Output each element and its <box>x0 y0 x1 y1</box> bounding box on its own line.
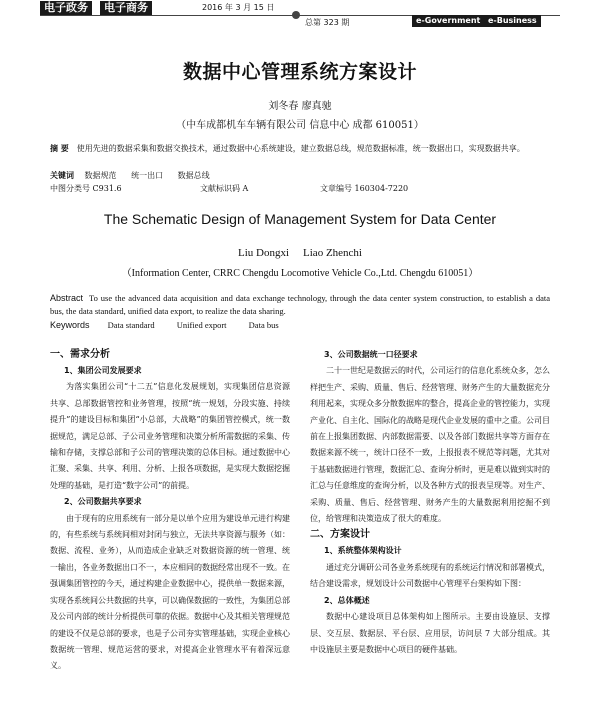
keywords-chinese-label: 关键词 <box>50 171 74 180</box>
header-date: 2016 年 3 月 15 日 <box>202 3 275 12</box>
keyword-chinese: 数据总线 <box>177 171 210 180</box>
body-paragraph: 数据中心建设项目总体架构如上图所示。主要由设施层、支撑层、交互层、数据层、平台层、应用层，访问层 7 大部分组成。其中设施层主要是数据中心项目的硬件基础。 <box>310 612 550 654</box>
document-code: 文献标识码 A <box>200 184 249 193</box>
title-english: The Schematic Design of Management System for Data Center <box>103 211 497 227</box>
journal-header <box>0 0 600 26</box>
author-english: Liao Zhenchi <box>303 247 362 259</box>
header-issue: 总第 323 期 <box>305 18 350 27</box>
subsection-heading: 2、公司数据共享要求 <box>64 497 142 507</box>
abstract-english <box>50 292 550 318</box>
header-tag-ebiz-en: e-Business <box>484 15 541 27</box>
section-heading: 二、方案设计 <box>310 529 370 541</box>
abstract-chinese <box>50 142 550 155</box>
affiliation-chinese: （中车成都机车车辆有限公司 信息中心 成都 610051） <box>176 120 424 131</box>
keyword-chinese: 统一出口 <box>131 171 164 180</box>
author-english: Liu Dongxi <box>238 247 290 259</box>
body-paragraph: 二十一世纪是数据云的时代，公司运行的信息化系统众多，怎么样把生产、采购、质量、售后、经营管理、财务产生的大量数据充分利用起来，实现众多分散数据库的整合，提高企业的管控能力，实现产业化、自主化、国际化的战略是现代企业发展的重中之重。公司目前在上报集团数据、内部数据需要、以及各部门数据共享等方面存在数据来源不统一，统计口径不一致，上报报表不规范等问题，尤其对于基础数据进行管理，数据汇总、查询分析时，更是难以做到实时的汇总与任意维度的查询分析，以及各种方式的报表呈现等。对生产、采购、质量、售后、经营管理、财务产生的大量数据利用挖掘不到位，给管理和决策造成了很大的难度。 <box>310 366 550 524</box>
abstract-english-label: Abstract <box>50 293 84 303</box>
subsection-heading: 1、系统整体架构设计 <box>324 546 402 556</box>
header-tag-egov-en: e-Government <box>412 15 484 27</box>
section-heading: 一、需求分析 <box>50 349 110 360</box>
abstract-chinese-label: 摘 要 <box>50 144 69 153</box>
header-tag-ebiz-cn: 电子商务 <box>100 1 152 15</box>
body-column-right <box>310 347 550 658</box>
subsection-heading: 1、集团公司发展要求 <box>64 366 142 375</box>
subsection-heading: 2、总体概述 <box>324 595 370 605</box>
subsection-heading: 3、公司数据统一口径要求 <box>324 350 418 359</box>
keywords-english <box>50 320 299 330</box>
keywords-chinese <box>50 170 222 181</box>
keywords-english-label: Keywords <box>50 320 90 330</box>
keyword-english: Unified export <box>176 320 227 330</box>
keyword-chinese: 数据规范 <box>84 171 117 180</box>
authors-english <box>0 247 600 259</box>
header-dot-icon <box>292 11 300 19</box>
keyword-english: Data bus <box>248 320 279 330</box>
affiliation-english: （Information Center, CRRC Chengdu Locomotive Vehicle Co.,Ltd. Chengdu 610051） <box>121 268 479 279</box>
body-column-left <box>50 347 290 675</box>
clc-number: 中图分类号 C931.6 <box>50 184 122 193</box>
abstract-chinese-text: 使用先进的数据采集和数据交换技术，通过数据中心系统建设，建立数据总线，规范数据标准，统一数据出口，实现数据共享。 <box>76 144 525 153</box>
body-paragraph: 为落实集团公司“十二五”信息化发展规划，实现集团信息资源共享、总部数据管控和业务管理，按照“统一规划，分段实施、持续提升”的建设目标和集团“小总部，大战略”的集团管控模式，统一数据规范，满足总部、子公司业务管理和决策分析所需数据的采集、传输和存储，支撑总部和子公司的管理决策的总体目标。通过数据中心汇聚、采集、共享、利用、分析、上报各项数据，是实现大数据挖掘处理的基础，是打造“数字公司”的前提。 <box>50 382 290 490</box>
authors-chinese: 刘冬春 廖真驰 <box>268 101 332 112</box>
keyword-english: Data standard <box>107 320 155 330</box>
abstract-english-text: To use the advanced data acquisition and data exchange technology, through the data center system construction, to establish a data bus, the data standard, unified data export, to realize the data sharing. <box>50 293 550 316</box>
title-chinese: 数据中心管理系统方案设计 <box>182 61 417 83</box>
header-tag-egov-cn: 电子政务 <box>40 1 92 15</box>
body-paragraph: 由于现有的应用系统有一部分是以单个应用为建设单元进行构建的，有些系统与系统间相对封闭与独立，无法共享资源与服务（如：数据、流程、业务），从而造成企业缺乏对数据资源的统一管理、统一输出，各业务数据出口不一，本应相同的数据经常出现不一致。在强调集团管控的今天，通过构建企业数据中心，提供单一数据来源，实现各系统间公共数据的共享，可以确保数据的一致性，为集团总部及公司内部的统计分析提供可靠的依据。数据中心及其相关管理规范的建设不仅是总部的要求，也是子公司夯实管理基础，实现企业核心数据统一管理、规范运营的要求，对提高企业管理水平有着深远意义。 <box>50 513 290 671</box>
body-paragraph: 通过充分调研公司各业务系统现有的系统运行情况和部署模式，结合建设需求，规划设计公司数据中心管理平台架构如下图： <box>310 562 550 589</box>
article-number: 文章编号 160304-7220 <box>320 184 409 193</box>
